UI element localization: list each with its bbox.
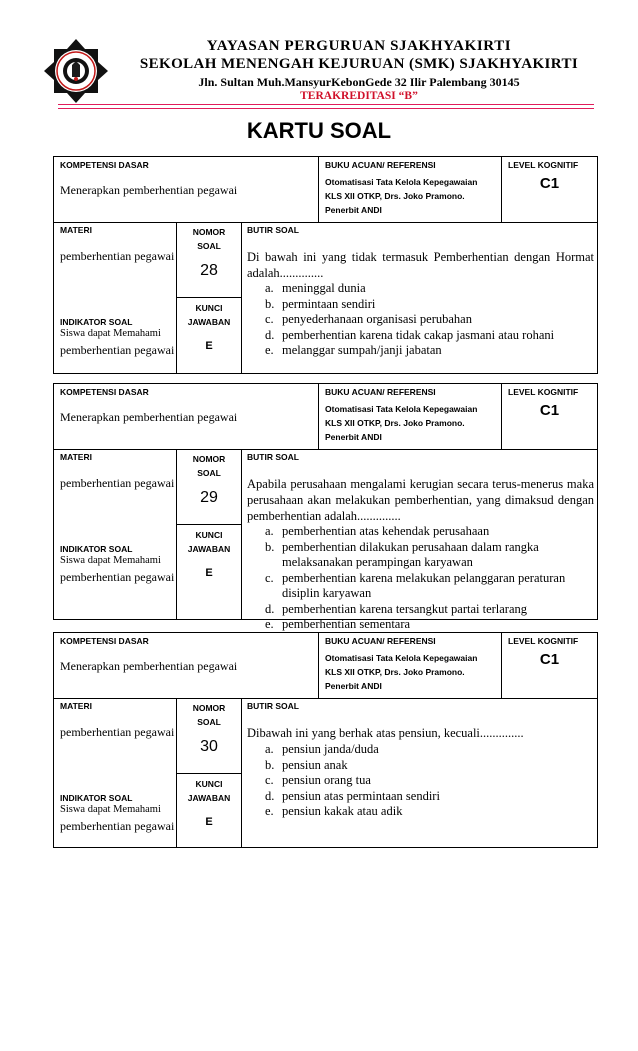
buku-line: KLS XII OTKP, Drs. Joko Pramono.: [325, 418, 465, 428]
option-text: pensiun janda/duda: [282, 742, 379, 756]
materi-value: pemberhentian pegawai: [60, 249, 175, 263]
answer-option: [265, 742, 595, 758]
answer-option: [265, 804, 595, 820]
level-value: C1: [539, 175, 560, 192]
answer-option: [265, 789, 595, 805]
question-text: Di bawah ini yang tidak termasuk Pemberhentian dengan Hormat adalah..............: [247, 250, 594, 280]
nomor-cell: [177, 698, 242, 847]
kompetensi-label: KOMPETENSI DASAR: [60, 387, 149, 397]
option-letter: b.: [265, 757, 275, 772]
level-cell: [502, 384, 597, 449]
kompetensi-cell: [54, 384, 319, 449]
answer-options: [265, 281, 595, 359]
buku-label: BUKU ACUAN/ REFERENSI: [325, 387, 436, 397]
card-header-row: [54, 157, 597, 223]
answer-options: [265, 742, 595, 820]
buku-line: Otomatisasi Tata Kelola Kepegawaian: [325, 177, 478, 187]
kunci-label-line2: JAWABAN: [187, 544, 231, 554]
level-label: LEVEL KOGNITIF: [508, 387, 579, 397]
materi-value: pemberhentian pegawai: [60, 476, 175, 490]
kunci-value: E: [205, 567, 213, 579]
kunci-label: [177, 528, 241, 556]
indikator-value: pemberhentian pegawai: [60, 570, 175, 584]
nomor-label: [177, 225, 241, 253]
option-text: pemberhentian dilakukan perusahaan dalam rangka melaksanakan perampingan karyawan: [282, 539, 539, 569]
option-letter: c.: [265, 570, 274, 585]
buku-value: [325, 175, 501, 217]
option-text: pensiun atas permintaan sendiri: [282, 788, 440, 803]
buku-line: KLS XII OTKP, Drs. Joko Pramono.: [325, 667, 465, 677]
nomor-box: [177, 222, 241, 298]
page-title: KARTU SOAL: [246, 118, 392, 143]
option-text: pemberhentian karena tersangkut partai terlarang: [282, 601, 528, 616]
butir-cell: [242, 222, 597, 373]
option-text: pensiun orang tua: [282, 773, 371, 787]
buku-cell: [319, 384, 502, 449]
kunci-label-line1: KUNCI: [195, 779, 223, 789]
option-letter: e.: [265, 804, 274, 818]
materi-cell: [54, 222, 177, 373]
materi-cell: [54, 698, 177, 847]
nomor-value: 30: [200, 738, 218, 755]
header-divider: [58, 104, 594, 109]
option-text: pensiun anak: [282, 757, 348, 772]
level-cell: [502, 633, 597, 698]
option-text: permintaan sendiri: [282, 296, 376, 311]
question-card: [53, 383, 598, 631]
option-text: meninggal dunia: [282, 281, 366, 295]
kompetensi-value: Menerapkan pemberhentian pegawai: [60, 659, 238, 673]
option-letter: e.: [265, 617, 274, 631]
option-letter: c.: [265, 773, 274, 787]
materi-value: pemberhentian pegawai: [60, 725, 175, 739]
butir-label: BUTIR SOAL: [247, 701, 299, 711]
nomor-cell: [177, 449, 242, 619]
answer-option: [265, 297, 595, 313]
kompetensi-label: KOMPETENSI DASAR: [60, 160, 149, 170]
nomor-box: [177, 449, 241, 525]
kunci-value: E: [205, 816, 213, 828]
option-text: pensiun kakak atau adik: [282, 804, 403, 818]
card-header-row: [54, 384, 597, 450]
level-value: C1: [539, 651, 560, 668]
butir-cell: [242, 698, 597, 847]
indikator-value: pemberhentian pegawai: [60, 343, 175, 357]
option-text: pemberhentian karena melakukan pelanggaran peraturan disiplin karyawan: [282, 570, 566, 600]
kunci-label-line1: KUNCI: [195, 303, 223, 313]
letterhead: [0, 0, 638, 112]
indikator-subtext: Siswa dapat Memahami: [60, 328, 161, 339]
option-letter: d.: [265, 327, 275, 342]
nomor-box: [177, 698, 241, 774]
option-letter: e.: [265, 343, 274, 357]
answer-option: [265, 773, 595, 789]
indikator-label: INDIKATOR SOAL: [60, 544, 133, 554]
buku-line: Penerbit ANDI: [325, 681, 382, 691]
school-address: Jln. Sultan Muh.MansyurKebonGede 32 Ilir Palembang 30145: [198, 75, 520, 89]
indikator-label: INDIKATOR SOAL: [60, 317, 133, 327]
kompetensi-value: Menerapkan pemberhentian pegawai: [60, 183, 238, 197]
buku-line: Penerbit ANDI: [325, 205, 382, 215]
buku-label: BUKU ACUAN/ REFERENSI: [325, 160, 436, 170]
option-letter: c.: [265, 312, 274, 326]
kunci-label: [177, 301, 241, 329]
option-text: pemberhentian karena tidak cakap jasmani atau rohani: [282, 327, 555, 342]
question-card: [53, 156, 598, 374]
materi-label: MATERI: [60, 225, 92, 235]
answer-option: [265, 602, 595, 618]
materi-label: MATERI: [60, 452, 92, 462]
level-label: LEVEL KOGNITIF: [508, 160, 579, 170]
buku-label: BUKU ACUAN/ REFERENSI: [325, 636, 436, 646]
level-label: LEVEL KOGNITIF: [508, 636, 579, 646]
nomor-label: [177, 452, 241, 480]
option-letter: d.: [265, 601, 275, 616]
kompetensi-label: KOMPETENSI DASAR: [60, 636, 149, 646]
question-text: Apabila perusahaan mengalami kerugian secara terus-menerus maka perusahaan akan melakukan pemberhentian, yang dimaksud dengan pemberhentian adalah..............: [247, 477, 594, 523]
materi-cell: [54, 449, 177, 619]
answer-option: [265, 312, 595, 328]
card-body-row: [54, 449, 597, 631]
option-letter: a.: [265, 281, 274, 295]
buku-line: KLS XII OTKP, Drs. Joko Pramono.: [325, 191, 465, 201]
kompetensi-cell: [54, 633, 319, 698]
kunci-label-line2: JAWABAN: [187, 793, 231, 803]
kunci-value: E: [205, 340, 213, 352]
option-letter: b.: [265, 296, 275, 311]
nomor-label-line2: SOAL: [197, 241, 221, 251]
butir-cell: [242, 449, 597, 631]
question-text: Dibawah ini yang berhak atas pensiun, kecuali..............: [247, 726, 524, 740]
answer-option: [265, 758, 595, 774]
option-text: melanggar sumpah/janji jabatan: [282, 343, 442, 357]
foundation-name: YAYASAN PERGURUAN SJAKHYAKIRTI: [206, 38, 512, 54]
school-name: SEKOLAH MENENGAH KEJURUAN (SMK) SJAKHYAKIRTI: [139, 56, 579, 72]
answer-option: [265, 540, 595, 571]
option-letter: a.: [265, 742, 274, 756]
nomor-value: 29: [200, 489, 218, 506]
materi-label: MATERI: [60, 701, 92, 711]
answer-options: [265, 524, 595, 633]
nomor-label: [177, 701, 241, 729]
nomor-label-line1: NOMOR: [192, 454, 226, 464]
nomor-label-line1: NOMOR: [192, 227, 226, 237]
kunci-label-line2: JAWABAN: [187, 317, 231, 327]
option-letter: b.: [265, 539, 275, 554]
buku-line: Otomatisasi Tata Kelola Kepegawaian: [325, 653, 478, 663]
nomor-cell: [177, 222, 242, 373]
butir-label: BUTIR SOAL: [247, 452, 299, 462]
kunci-label-line1: KUNCI: [195, 530, 223, 540]
indikator-value: pemberhentian pegawai: [60, 819, 175, 833]
answer-option: [265, 571, 595, 602]
buku-value: [325, 402, 501, 444]
question-card: [53, 632, 598, 848]
kompetensi-value: Menerapkan pemberhentian pegawai: [60, 410, 238, 424]
card-header-row: [54, 633, 597, 699]
indikator-label: INDIKATOR SOAL: [60, 793, 133, 803]
accreditation-text: TERAKREDITASI “B”: [300, 90, 418, 102]
level-value: C1: [539, 402, 560, 419]
option-letter: a.: [265, 524, 274, 538]
nomor-label-line1: NOMOR: [192, 703, 226, 713]
answer-option: [265, 524, 595, 540]
nomor-label-line2: SOAL: [197, 717, 221, 727]
answer-option: [265, 343, 595, 359]
level-cell: [502, 157, 597, 222]
answer-option: [265, 617, 595, 633]
answer-option: [265, 328, 595, 344]
kompetensi-cell: [54, 157, 319, 222]
buku-cell: [319, 157, 502, 222]
butir-label: BUTIR SOAL: [247, 225, 299, 235]
nomor-value: 28: [200, 262, 218, 279]
option-text: pemberhentian atas kehendak perusahaan: [282, 524, 490, 538]
buku-value: [325, 651, 501, 693]
option-text: pemberhentian sementara: [282, 617, 411, 631]
buku-line: Otomatisasi Tata Kelola Kepegawaian: [325, 404, 478, 414]
buku-cell: [319, 633, 502, 698]
option-text: penyederhanaan organisasi perubahan: [282, 312, 472, 326]
indikator-subtext: Siswa dapat Memahami: [60, 555, 161, 566]
kunci-label: [177, 777, 241, 805]
card-body-row: [54, 222, 597, 373]
buku-line: Penerbit ANDI: [325, 432, 382, 442]
option-letter: d.: [265, 788, 275, 803]
nomor-label-line2: SOAL: [197, 468, 221, 478]
card-body-row: [54, 698, 597, 847]
answer-option: [265, 281, 595, 297]
indikator-subtext: Siswa dapat Memahami: [60, 804, 161, 815]
